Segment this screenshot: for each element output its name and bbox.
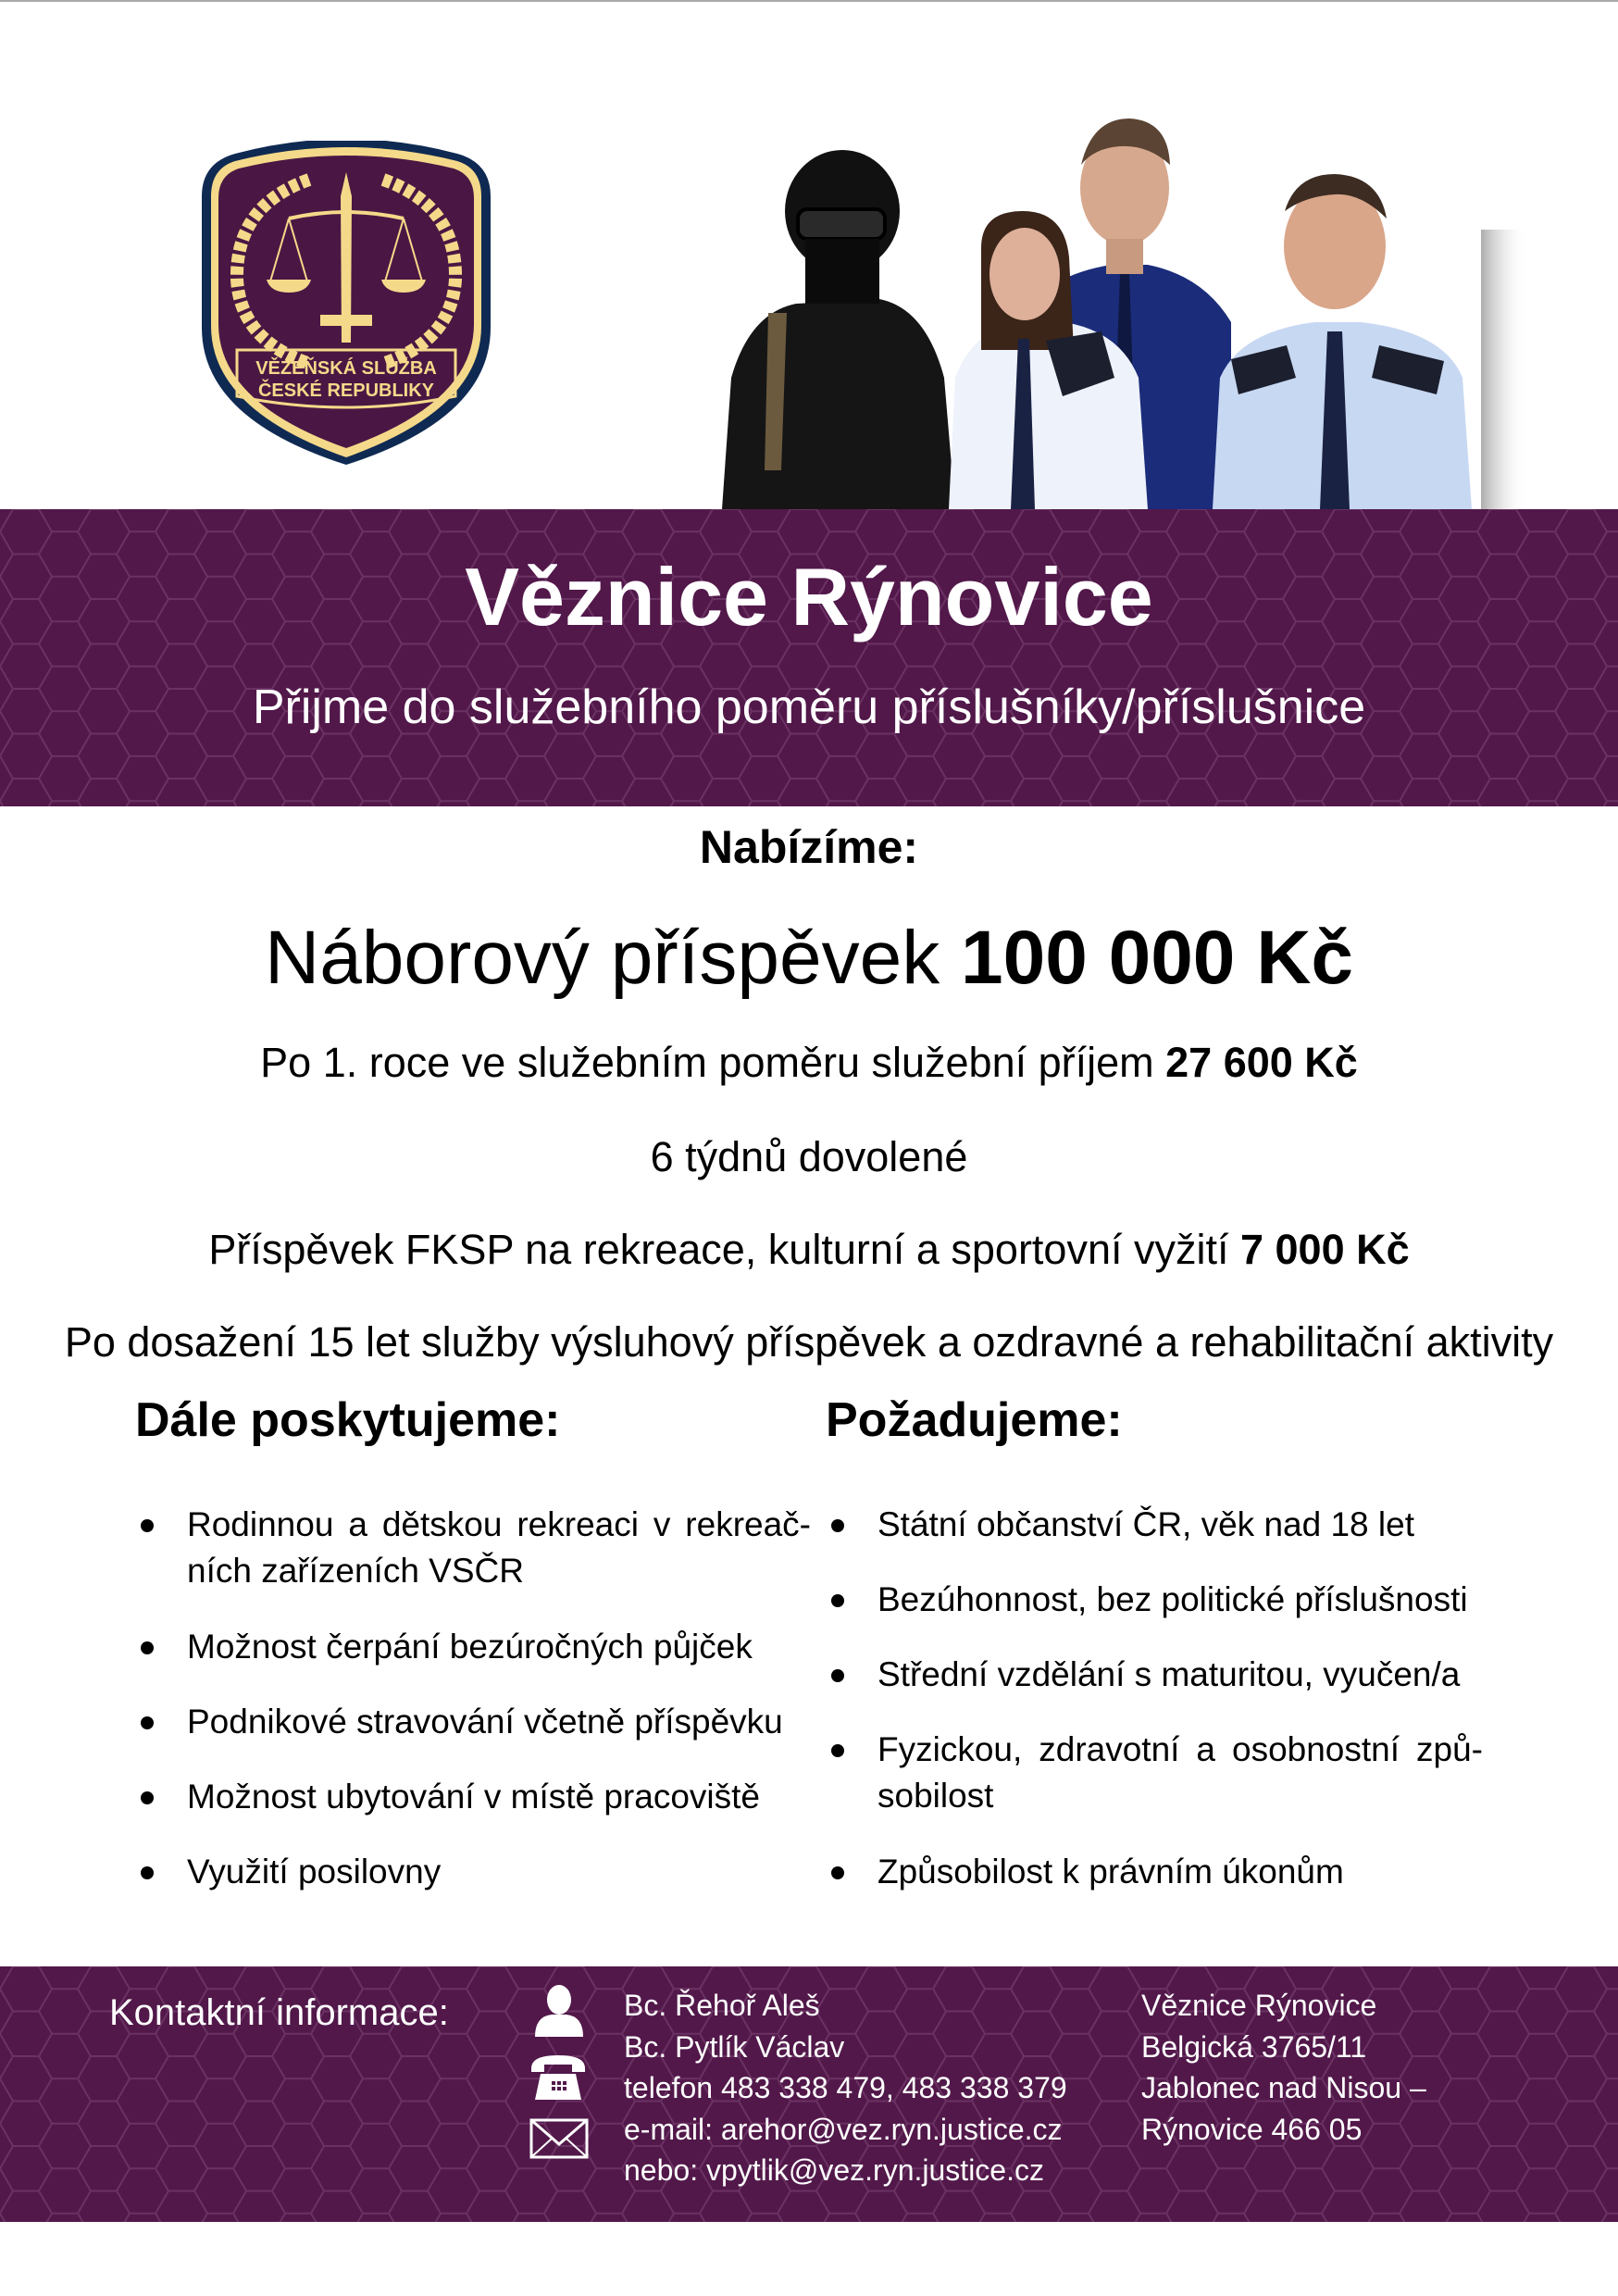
- list-item-text: Střední vzdělání s maturitou, vyučen/a: [877, 1655, 1461, 1693]
- list-item: [826, 1577, 1483, 1623]
- list-item: [135, 1624, 811, 1670]
- contact-email-2[interactable]: nebo: vpytlik@vez.ryn.justice.cz: [624, 2153, 1044, 2187]
- tactical-officer-figure: [722, 150, 955, 509]
- offer-text: Po dosažení 15 let služby výsluhový příspěvek a ozdravné a rehabilitační aktivity: [64, 1318, 1554, 1366]
- bullet-icon: [141, 1519, 154, 1532]
- list-item-text: Fyzickou, zdravotní a osobnostní způ-sobilost: [877, 1730, 1483, 1815]
- list-item-text: Využití posilovny: [187, 1853, 442, 1890]
- list-item: [826, 1727, 1483, 1819]
- contact-phone[interactable]: telefon 483 338 479, 483 338 379: [624, 2071, 1067, 2104]
- telephone-icon: [528, 2052, 589, 2103]
- list-item-text: Možnost čerpání bezúročných půjček: [187, 1628, 753, 1666]
- contact-person-2: Bc. Pytlík Václav: [624, 2029, 845, 2064]
- emblem-text-line2: ČESKÉ REPUBLIKY: [257, 381, 435, 401]
- list-item: [135, 1699, 811, 1745]
- postal-address: [1141, 1985, 1426, 2150]
- person-icon: [531, 1983, 587, 2039]
- offer-line-vacation: [0, 1133, 1618, 1181]
- page-subtitle: Přijme do služebního poměru příslušníky/příslušnice: [252, 680, 1366, 734]
- offer-line-seniority: [0, 1318, 1618, 1366]
- offer-text: Příspěvek FKSP na rekreace, kulturní a sportovní vyžití: [208, 1226, 1240, 1273]
- list-item: [135, 1774, 811, 1820]
- list-item: [135, 1849, 811, 1895]
- list-item: [826, 1502, 1483, 1548]
- offers-heading: Nabízíme:: [699, 821, 919, 873]
- bullet-icon: [141, 1866, 154, 1879]
- contact-footer: [0, 1966, 1618, 2222]
- recruitment-bonus-amount: 100 000 Kč: [961, 916, 1354, 1000]
- offer-line-salary: [0, 1039, 1618, 1087]
- bullet-icon: [831, 1594, 844, 1607]
- offer-text: Po 1. roce ve služebním poměru služební příjem: [260, 1039, 1166, 1086]
- page-title: Věznice Rýnovice: [465, 551, 1153, 643]
- contact-email-1[interactable]: e-mail: arehor@vez.ryn.justice.cz: [624, 2112, 1063, 2146]
- offer-text: 6 týdnů dovolené: [650, 1133, 968, 1180]
- list-item-text: Státní občanství ČR, věk nad 18 let: [877, 1505, 1414, 1543]
- bullet-icon: [831, 1519, 844, 1532]
- list-item-text: Rodinnou a dětskou rekreaci v rekreač-ních zařízeních VSČR: [187, 1505, 811, 1590]
- contact-details: [624, 1985, 1067, 2191]
- offer-amount: 27 600 Kč: [1165, 1039, 1358, 1086]
- officer-light-blue-shirt-figure: [1213, 174, 1472, 509]
- offer-amount: 7 000 Kč: [1240, 1226, 1410, 1273]
- require-heading: Požadujeme:: [826, 1393, 1123, 1447]
- list-item-text: Způsobilost k právním úkonům: [877, 1853, 1344, 1890]
- list-item: [826, 1849, 1483, 1895]
- bullet-icon: [141, 1716, 154, 1729]
- recruitment-bonus-label: Náborový příspěvek: [264, 916, 961, 1000]
- title-banner: [0, 509, 1618, 806]
- list-item-text: Podnikové stravování včetně příspěvku: [187, 1703, 783, 1741]
- bullet-icon: [831, 1744, 844, 1757]
- contact-person-1: Bc. Řehoř Aleš: [624, 1989, 820, 2022]
- list-item: [826, 1652, 1483, 1698]
- contact-label: Kontaktní informace:: [109, 1992, 449, 2033]
- bullet-icon: [831, 1866, 844, 1879]
- top-border-line: [0, 0, 1618, 2]
- list-item-text: Možnost ubytování v místě pracoviště: [187, 1778, 760, 1816]
- address-line: Rýnovice 466 05: [1141, 2112, 1363, 2146]
- emblem-text-line1: VĚZEŇSKÁ SLUŽBA: [255, 358, 437, 379]
- prison-service-emblem-logo: [198, 141, 494, 465]
- list-item: [135, 1502, 811, 1594]
- address-line: Jablonec nad Nisou –: [1141, 2071, 1426, 2104]
- recruitment-bonus-line: [0, 915, 1618, 1002]
- officers-group-photo: [713, 100, 1527, 509]
- offer-line-fksp: [0, 1226, 1618, 1274]
- provide-heading: Dále poskytujeme:: [135, 1393, 561, 1447]
- address-line: Věznice Rýnovice: [1141, 1989, 1377, 2022]
- envelope-icon: [529, 2118, 589, 2159]
- address-line: Belgická 3765/11: [1141, 2029, 1367, 2064]
- list-item-text: Bezúhonnost, bez politické příslušnosti: [877, 1580, 1468, 1618]
- bullet-icon: [141, 1641, 154, 1654]
- bullet-icon: [831, 1669, 844, 1682]
- bullet-icon: [141, 1791, 154, 1804]
